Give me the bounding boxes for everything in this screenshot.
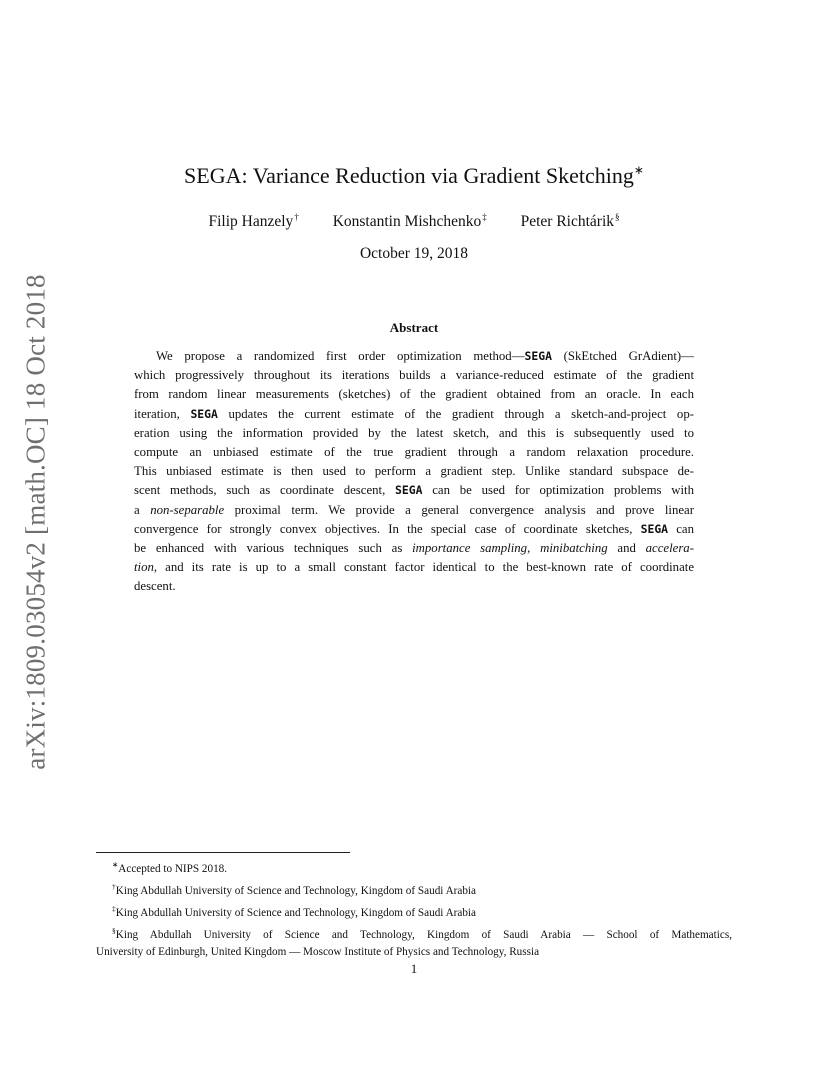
abstract-text: , xyxy=(527,540,541,555)
footnote xyxy=(96,944,732,961)
abstract-text: convergence for strongly convex objectives. In the special case of coordinate sketches, xyxy=(134,521,641,536)
abstract-text: can be used for optimization problems with xyxy=(422,483,694,498)
arxiv-identifier-text: arXiv:1809.03054v2 [math.OC] 18 Oct 2018 xyxy=(20,274,51,770)
abstract-line xyxy=(134,481,694,500)
publication-date: October 19, 2018 xyxy=(359,245,469,262)
abstract-line xyxy=(134,424,694,443)
method-name: SEGA xyxy=(640,521,669,536)
abstract-body xyxy=(134,347,694,596)
footnote-mark: ∗ xyxy=(112,860,119,869)
method-name: SEGA xyxy=(524,349,552,363)
abstract-text: iteration, xyxy=(134,406,191,421)
footnote-text: King Abdullah University of Science and Technology, Kingdom of Saudi Arabia xyxy=(115,907,477,919)
abstract-text: compute an unbiased estimate of the true gradient through a random relaxation procedure. xyxy=(134,444,694,459)
footnote xyxy=(96,900,732,922)
abstract-text: scent methods, such as coordinate descent, xyxy=(134,483,396,498)
footnote-text: Accepted to NIPS 2018. xyxy=(118,863,228,875)
abstract-line xyxy=(134,385,694,404)
emphasized-text: minibatching xyxy=(540,540,608,555)
abstract-text: a xyxy=(134,502,151,517)
abstract-text: (SkEtched GrAdient)— xyxy=(551,349,694,363)
author-name: Filip Hanzely xyxy=(208,213,294,230)
footnote-mark: § xyxy=(112,926,116,935)
author-3 xyxy=(521,207,620,232)
footnote xyxy=(96,922,732,944)
abstract-text: , and its rate is up to a small constant factor identical to the best-known rate of coordinate xyxy=(153,560,694,575)
footnote-divider xyxy=(96,852,350,853)
abstract-text: be enhanced with various techniques such as xyxy=(134,540,413,555)
abstract-line xyxy=(134,501,694,520)
author-affiliation-mark: ‡ xyxy=(482,212,487,222)
author-affiliation-mark: † xyxy=(294,212,299,222)
abstract-text: and xyxy=(607,540,646,555)
abstract-line xyxy=(134,462,694,481)
footnote-text: King Abdullah University of Science and Technology, Kingdom of Saudi Arabia xyxy=(115,885,477,897)
emphasized-text: non-separable xyxy=(150,502,225,517)
title-footnote-mark: ∗ xyxy=(633,163,644,177)
abstract-text: We propose a randomized first order optimization method— xyxy=(156,349,525,363)
footnote-mark: † xyxy=(112,882,116,891)
footnote xyxy=(96,856,732,878)
footnote-mark: ‡ xyxy=(112,904,116,913)
author-affiliation-mark: § xyxy=(615,212,620,222)
abstract-line xyxy=(134,443,694,462)
footnotes xyxy=(96,856,732,961)
emphasized-text: accelera- xyxy=(645,540,694,555)
author-list xyxy=(0,207,828,232)
abstract-text: This unbiased estimate is then used to perform a gradient step. Unlike standard subspace de- xyxy=(134,464,694,479)
abstract-line xyxy=(134,520,694,539)
author-name: Peter Richtárik xyxy=(520,213,614,230)
method-name: SEGA xyxy=(395,483,423,498)
paper-title-text: SEGA: Variance Reduction via Gradient Sketching xyxy=(184,163,634,188)
abstract-text: can xyxy=(668,521,694,536)
author-2 xyxy=(333,207,487,232)
author-1 xyxy=(209,207,299,232)
method-name: SEGA xyxy=(190,406,218,421)
abstract-text: descent. xyxy=(134,579,176,594)
abstract-line xyxy=(134,366,694,385)
abstract-text: eration using the information provided by the latest sketch, and this is subsequently used to xyxy=(134,425,694,440)
abstract-text: updates the current estimate of the gradient through a sketch-and-project op- xyxy=(217,406,694,421)
abstract-line xyxy=(134,539,694,558)
emphasized-text: importance sampling xyxy=(412,540,528,555)
footnote-text: University of Edinburgh, United Kingdom — Moscow Institute of Physics and Technology, Russia xyxy=(96,946,540,958)
footnote-text: King Abdullah University of Science and Technology, Kingdom of Saudi Arabia — School of Mathematics, xyxy=(115,929,732,941)
footnote xyxy=(96,878,732,900)
author-name: Konstantin Mishchenko xyxy=(332,213,482,230)
page-number: 1 xyxy=(410,961,418,976)
abstract-line xyxy=(134,577,694,596)
abstract-text: which progressively throughout its iterations builds a variance-reduced estimate of the gradient xyxy=(134,368,694,383)
abstract-line xyxy=(134,347,694,366)
emphasized-text: tion xyxy=(134,560,154,575)
abstract-heading: Abstract xyxy=(389,320,439,335)
abstract-text: from random linear measurements (sketches) of the gradient obtained from an oracle. In each xyxy=(134,387,694,402)
paper-title xyxy=(0,156,828,190)
abstract-line xyxy=(134,558,694,577)
abstract-line xyxy=(134,405,694,424)
abstract-text: proximal term. We provide a general convergence analysis and prove linear xyxy=(224,502,694,517)
